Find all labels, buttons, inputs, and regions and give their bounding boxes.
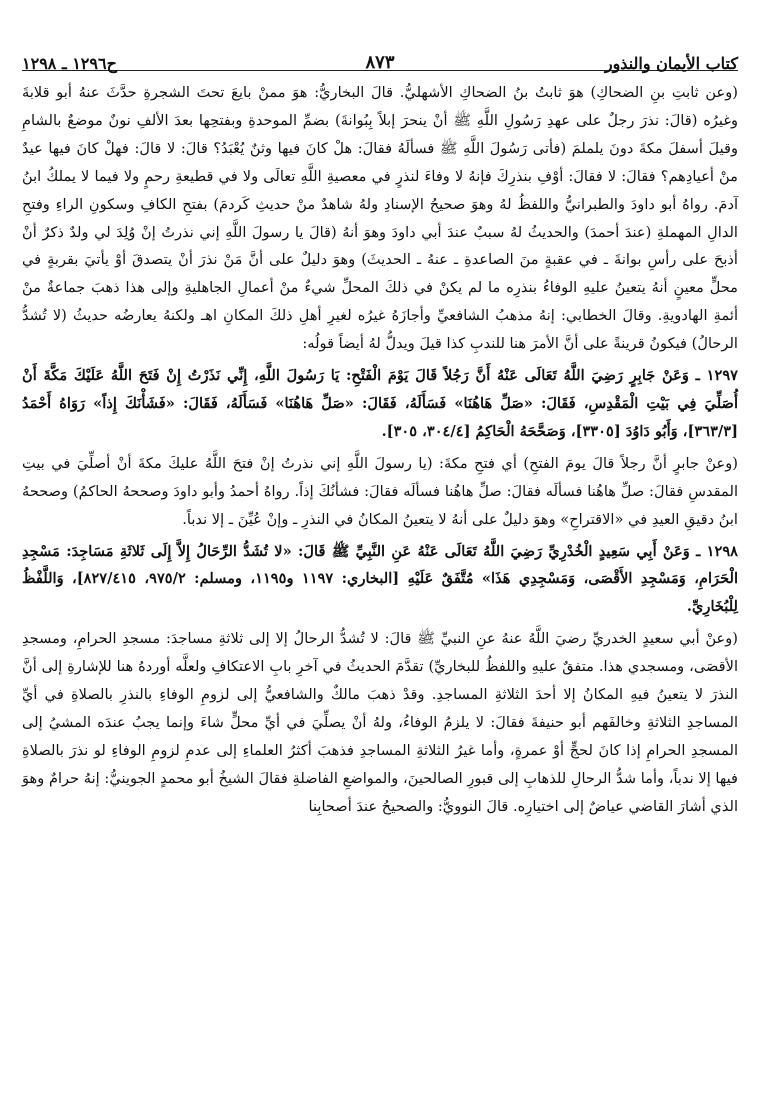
hadith-1297: ١٢٩٧ ـ وَعَنْ جَابِرٍ رَضِيَ اللَّهُ تَعَالَى عَنْهُ أَنَّ رَجُلاً قَالَ يَوْمَ الْفَتْحِ: يَا رَسُولَ اللَّهِ، إِنِّي نَذَرْتُ إِنْ فَتَحَ اللَّهُ عَلَيْكَ مَكَّةَ أَنْ أُصَلِّيَ فِي بَيْتِ الْمَقْدِسِ، فَقَالَ: «صَلِّ هَاهُنَا» فَسَأَلَهُ، فَقَالَ: «صَلِّ هَاهُنَا» فَسَأَلَهُ، فَقَالَ: «فَشَأْنَكَ إِذاً» رَوَاهُ أَحْمَدُ [٣٦٣/٣]، وَأَبُو دَاوُدَ [٣٣٠٥]، وَصَحَّحَهُ الْحَاكِمُ [٣٠٤/٤، ٣٠٥]. xyxy=(22,367,738,440)
commentary-paragraph: (وعنْ جابرٍ أنَّ رجلاً قالَ يومَ الفتحِ) أي فتحِ مكةَ: (يا رسولَ اللَّهِ إني نذرتُ إنْ فتحَ اللَّهُ عليكَ مكةَ أنْ أصلِّيَ في بيتِ المقدسِ فقالَ: صلِّ هاهُنا فسألَه فقالَ: صلِّ هاهُنا فسألَه فقالَ: فشأنُكَ إذاً. رواهُ أحمدُ وأبو داودَ وصححهُ الحاكمُ) وصححهُ ابنُ دقيقِ العيدِ في «الاقتراحِ» وهوَ دليلٌ على أنهُ لا يتعينُ المكانُ في النذرِ ـ وإنْ عُيِّنَ ـ إلا ندباً. xyxy=(22,454,738,528)
hadith-1298: ١٢٩٨ ـ وَعَنْ أَبِي سَعِيدٍ الْخُدْرِيِّ رَضِيَ اللَّهُ تَعَالَى عَنْهُ عَنِ النَّبِيِّ ﷺ قَالَ: «لا تُشَدُّ الرِّحَالُ إِلاَّ إِلَى ثَلاثَةِ مَسَاجِدَ: مَسْجِدِ الْحَرَامِ، وَمَسْجِدِ الأَقْصَى، وَمَسْجِدِي هَذَا» مُتَّفَقٌ عَلَيْهِ [البخاري: ١١٩٧ و١١٩٥، ومسلم: ٩٧٥/٢، ٨٢٧/٤١٥]، وَاللَّفْظُ لِلْبُخَارِيِّ. xyxy=(22,542,738,616)
page-body xyxy=(22,79,738,821)
book-title: كتاب الأيمان والنذور xyxy=(604,54,738,73)
page-header xyxy=(22,14,738,73)
commentary-paragraph: (وعنْ أبي سعيدٍ الخدريِّ رضيَ اللَّهُ عنهُ عنِ النبيِّ ﷺ قالَ: لا تُشدُّ الرحالُ إلا إلى ثلاثةِ مساجدَ: مسجدِ الحرامِ، ومسجدِ الأقصَى، ومسجدي هذا. متفقٌ عليهِ واللفظُ للبخاريِّ) تقدَّمَ الحديثُ في آخرِ بابِ الاعتكافِ ولعلَّه أوردهُ هنا للإشارةِ إلى أنَّ النذرَ لا يتعينُ فيهِ المكانُ إلا أحدَ الثلاثةِ المساجدِ. وقدْ ذهبَ مالكٌ والشافعيُّ إلى لزومِ الوفاءِ بالنذرِ بالصلاةِ في أيِّ المساجدِ الثلاثةِ وخالفَهم أبو حنيفةَ فقالَ: لا يلزمُ الوفاءُ، ولهُ أنْ يصلِّيَ في أيِّ محلٍّ شاءَ وإنما يجبُ عندَه المشيُ إلى المسجدِ الحرامِ إذا كانَ لحجٍّ أوْ عمرةٍ، وأما غيرُ الثلاثةِ المساجدِ فذهبَ أكثرُ العلماءِ إلى عدمِ لزومِ الوفاءِ لو نذرَ بالصلاةِ فيها إلا ندباً، وأما شدُّ الرحالِ للذهابِ إلى قبورِ الصالحينَ، والمواضعِ الفاضلةِ فقالَ الشيخُ أبو محمدٍ الجوينيُّ: إنهُ حرامٌ وهوَ الذي أشارَ القاضي عياضٌ إلى اختيارِه. قالَ النوويُّ: والصحيحُ عندَ أصحابِنا xyxy=(22,630,738,815)
hadith-range: ح١٢٩٦ ـ ١٢٩٨ xyxy=(22,54,117,73)
commentary-paragraph: (وعن ثابتِ بنِ الضحاكِ) هوَ ثابتُ بنُ الضحاكِ الأشهليُّ. قالَ البخاريُّ: هوَ ممنْ بايعَ تحتَ الشجرةِ حدَّثَ عنهُ أبو قلابةَ وغيرُه (قالَ: نذرَ رجلٌ على عهدِ رَسُولِ اللَّهِ ﷺ أنْ ينحرَ إبلاً بِبُوانةَ) بضمِّ الموحدةِ وبفتحِها بعدَ الألفِ نونٌ موضعٌ بالشامِ وقيلَ أسفلَ مكةَ دونَ يلملمَ (فأتى رَسُولَ اللَّهِ ﷺ فسألَهُ فقالَ: هلْ كانَ فيها وثنٌ يُعْبَدُ؟ قالَ: لا قالَ: فهلْ كانَ فيها عيدٌ منْ أعيادِهم؟ فقالَ: لا فقالَ: أوْفِ بنذرِكَ فإنهُ لا وفاءَ لنذرٍ في معصيةِ اللَّهِ تعالَى ولا في قطيعةِ رحمٍ ولا فيما لا يملكُ ابنُ آدمَ. رواهُ أبو داودَ والطبرانيُّ واللفظُ لهُ وهوَ صحيحُ الإسنادِ ولهُ شاهدٌ منْ حديثِ كَردمَ) بفتحِ الكافِ وسكونِ الراءِ وفتحِ الدالِ المهملةِ (عندَ أحمدَ) والحديثُ لهُ سببٌ عندَ أبي داودَ وهوَ أنهُ (قالَ يا رسولَ اللَّهِ إني نذرتُ إنْ وُلِدَ لي ولدٌ ذكرٌ أنْ أذبحَ على رأسِ بوانةَ ـ في عقبةٍ منَ الصاعدةِ ـ عنهُ ـ الحديثَ) وهوَ دليلٌ على أنَّ مَنْ نذرَ أنْ يتصدقَ أوْ يأتيَ بقربةٍ في محلٍّ معينٍ أنهُ يتعينُ عليهِ الوفاءُ بنذرِه ما لم يكنْ في ذلكَ المحلِّ شيءٌ منْ أعمالِ الجاهليةِ وإلى هذا ذهبَ جماعةٌ منْ أئمةِ الهادويةِ. وقالَ الخطابي: إنهُ مذهبُ الشافعيِّ وأجازَهُ غيرُه لغيرِ أهلِ ذلكَ المكانِ اهـ ولكنهُ يعارضُه حديثُ (لا تُشدُّ الرحالُ) فيكونُ قرينةً على أنَّ الأمرَ هنا للندبِ كذا قيلَ ويدلُّ لهُ أيضاً قولُه: xyxy=(22,84,738,353)
page-number: ٨٧٣ xyxy=(365,52,395,73)
book-page xyxy=(22,14,738,1104)
